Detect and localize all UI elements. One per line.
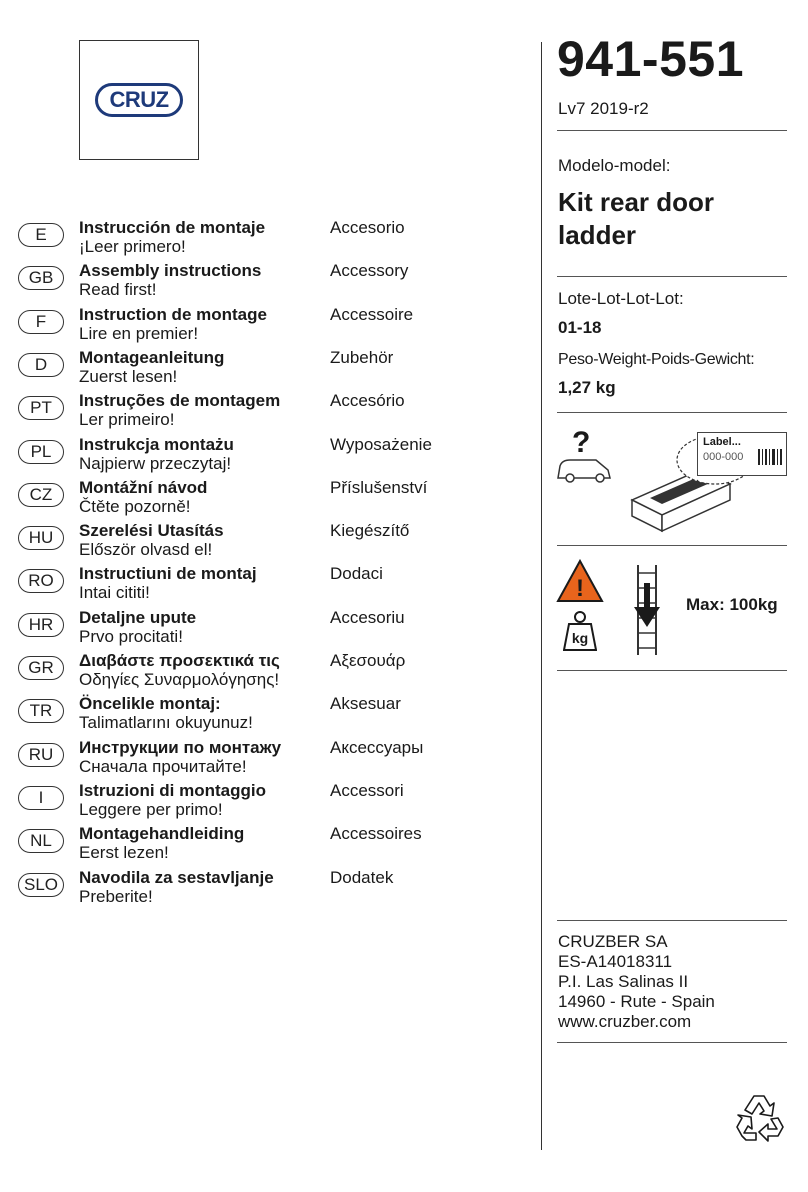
- accessory-label: Accessoires: [330, 824, 422, 843]
- max-load-text: Max: 100kg: [686, 595, 778, 614]
- language-code-badge: E: [18, 223, 64, 247]
- accessory-label: Zubehör: [330, 348, 394, 367]
- instruction-title: Montážní návod: [79, 478, 208, 497]
- warning-icon: [555, 558, 605, 606]
- accessory-label: Kiegészítő: [330, 521, 410, 540]
- accessory-label: Αξεσουάρ: [330, 651, 406, 670]
- divider: [557, 412, 787, 413]
- instruction-title: Instruction de montage: [79, 305, 267, 324]
- language-row-gb: [18, 261, 458, 308]
- company-address: [558, 932, 715, 1032]
- accessory-label: Accessoire: [330, 305, 414, 324]
- accessory-label: Accesorio: [330, 218, 405, 237]
- company-street: P.I. Las Salinas II: [558, 972, 689, 991]
- cruz-logo: [95, 83, 183, 117]
- divider: [557, 920, 787, 921]
- instruction-title: Instruções de montagem: [79, 391, 281, 410]
- instruction-title: Öncelikle montaj:: [79, 694, 221, 713]
- ladder-load-icon: [632, 563, 662, 657]
- instruction-title: Montagehandleiding: [79, 824, 245, 843]
- divider: [557, 276, 787, 277]
- instruction-subtitle: Prvo procitati!: [79, 627, 183, 646]
- language-row-hu: [18, 521, 458, 568]
- language-code-badge: CZ: [18, 483, 64, 507]
- language-row-f: [18, 305, 458, 352]
- brand-logo-box: [79, 40, 199, 160]
- instruction-title: Инструкции по монтажу: [79, 738, 282, 757]
- question-icon: ?: [572, 426, 591, 459]
- instruction-subtitle: Eerst lezen!: [79, 843, 169, 862]
- instruction-title: Istruzioni di montaggio: [79, 781, 266, 800]
- language-row-ru: [18, 738, 458, 785]
- recycle-icon: [734, 1090, 788, 1142]
- barcode-icon: [758, 449, 782, 470]
- language-code-badge: NL: [18, 829, 64, 853]
- language-row-i: [18, 781, 458, 828]
- accessory-label: Wyposażenie: [330, 435, 432, 454]
- language-row-pl: [18, 435, 458, 482]
- accessory-label: Aksesuar: [330, 694, 401, 713]
- language-code-badge: HR: [18, 613, 64, 637]
- language-row-ro: [18, 564, 458, 611]
- instruction-title: Instructiuni de montaj: [79, 564, 257, 583]
- language-code-badge: PT: [18, 396, 64, 420]
- accessory-label: Accesório: [330, 391, 405, 410]
- label-text: Label...: [703, 436, 741, 448]
- language-row-cz: [18, 478, 458, 525]
- instruction-subtitle: Οδηγίες Συναρμολόγησης!: [79, 670, 280, 689]
- language-code-badge: PL: [18, 440, 64, 464]
- divider: [557, 545, 787, 546]
- instruction-title: Navodila za sestavljanje: [79, 868, 274, 887]
- language-code-badge: GB: [18, 266, 64, 290]
- instruction-title: Detaljne upute: [79, 608, 197, 627]
- language-row-nl: [18, 824, 458, 871]
- instruction-title: Διαβάστε προσεκτικά τις: [79, 651, 280, 670]
- model-label: Modelo-model:: [558, 156, 671, 175]
- van-icon: [558, 460, 610, 482]
- product-code: 941-551: [557, 31, 744, 87]
- language-code-badge: SLO: [18, 873, 64, 897]
- divider: [557, 1042, 787, 1043]
- instruction-subtitle: Intai cititi!: [79, 583, 150, 602]
- language-row-slo: [18, 868, 458, 915]
- product-title: Kit rear door ladder: [558, 187, 715, 250]
- language-row-d: [18, 348, 458, 395]
- instruction-title: Szerelési Utasítás: [79, 521, 224, 540]
- instruction-title: Instrukcja montażu: [79, 435, 234, 454]
- language-code-badge: RU: [18, 743, 64, 767]
- instruction-subtitle: Leggere per primo!: [79, 800, 223, 819]
- accessory-label: Příslušenství: [330, 478, 428, 497]
- company-id: ES-A14018311: [558, 952, 673, 971]
- weight-value: 1,27 kg: [558, 378, 616, 397]
- language-code-badge: GR: [18, 656, 64, 680]
- company-website: www.cruzber.com: [558, 1012, 692, 1031]
- revision-text: Lv7 2019-r2: [558, 99, 649, 118]
- instruction-subtitle: Preberite!: [79, 887, 153, 906]
- instruction-title: Montageanleitung: [79, 348, 225, 367]
- instruction-title: Assembly instructions: [79, 261, 262, 280]
- language-code-badge: D: [18, 353, 64, 377]
- instruction-subtitle: Čtěte pozorně!: [79, 497, 191, 516]
- weight-icon: [563, 610, 597, 652]
- language-row-gr: [18, 651, 458, 698]
- language-code-badge: TR: [18, 699, 64, 723]
- language-row-pt: [18, 391, 458, 438]
- logo-text: CRUZ: [109, 87, 169, 112]
- divider: [557, 130, 787, 131]
- company-city: 14960 - Rute - Spain: [558, 992, 715, 1011]
- instruction-subtitle: Read first!: [79, 280, 157, 299]
- divider: [557, 670, 787, 671]
- language-row-hr: [18, 608, 458, 655]
- accessory-label: Accessory: [330, 261, 409, 280]
- lot-value: 01-18: [558, 318, 602, 337]
- instruction-subtitle: Najpierw przeczytaj!: [79, 454, 232, 473]
- accessory-label: Accessori: [330, 781, 404, 800]
- accessory-label: Dodaci: [330, 564, 383, 583]
- language-code-badge: RO: [18, 569, 64, 593]
- accessory-label: Dodatek: [330, 868, 394, 887]
- language-code-badge: I: [18, 786, 64, 810]
- instruction-subtitle: Сначала прочитайте!: [79, 757, 247, 776]
- instruction-subtitle: Először olvasd el!: [79, 540, 213, 559]
- label-number: 000-000: [703, 451, 744, 463]
- language-row-tr: [18, 694, 458, 741]
- company-name: CRUZBER SA: [558, 932, 668, 951]
- lot-label: Lote-Lot-Lot-Lot:: [558, 289, 684, 308]
- language-row-e: [18, 218, 458, 265]
- weight-label: Peso-Weight-Poids-Gewicht:: [558, 351, 755, 368]
- accessory-label: Accesoriu: [330, 608, 405, 627]
- instruction-title: Instrucción de montaje: [79, 218, 266, 237]
- language-code-badge: HU: [18, 526, 64, 550]
- accessory-label: Аксессуары: [330, 738, 424, 757]
- instruction-subtitle: ¡Leer primero!: [79, 237, 186, 256]
- instruction-subtitle: Ler primeiro!: [79, 410, 175, 429]
- instruction-subtitle: Lire en premier!: [79, 324, 199, 343]
- svg-text:!: !: [576, 575, 584, 602]
- svg-text:kg: kg: [571, 630, 589, 646]
- instruction-subtitle: Talimatlarını okuyunuz!: [79, 713, 253, 732]
- language-code-badge: F: [18, 310, 64, 334]
- column-divider: [541, 42, 542, 1150]
- instruction-subtitle: Zuerst lesen!: [79, 367, 178, 386]
